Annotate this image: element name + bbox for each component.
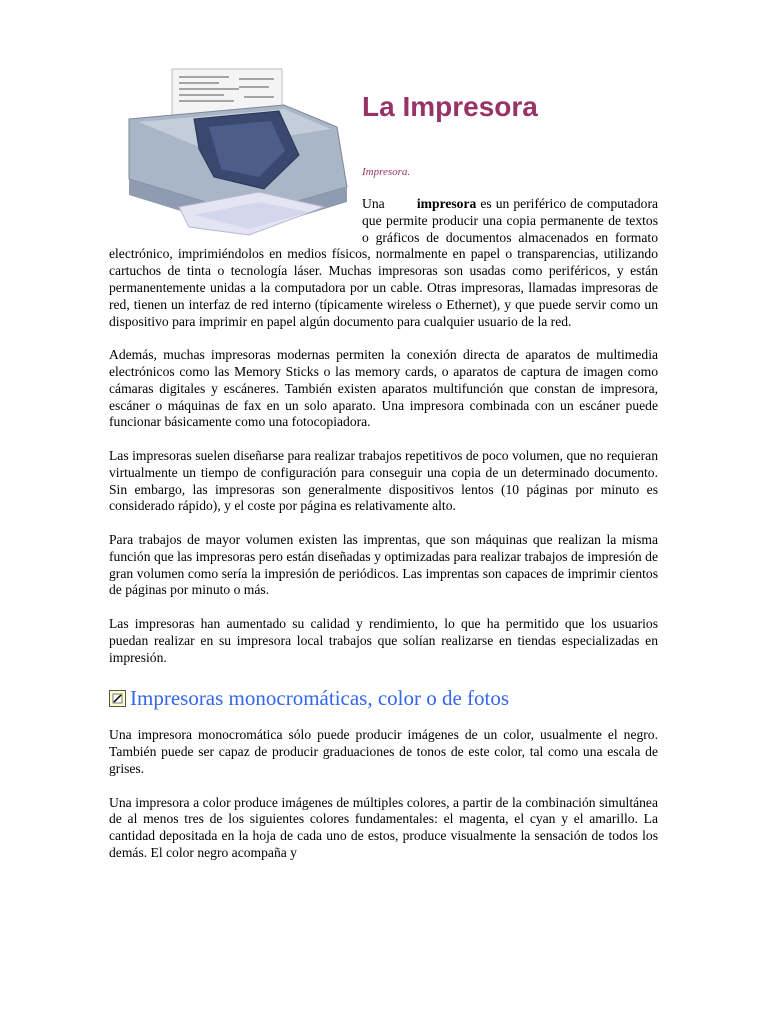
body-paragraph: Las impresoras han aumentado su calidad y rendimiento, lo que ha permitido que los usuarios puedan realizar en su impresora local trabajos que solían realizarse en tiendas especializadas en impresión. <box>109 615 658 665</box>
article-body <box>109 67 658 862</box>
section-title: Impresoras monocromáticas, color o de fotos <box>130 686 510 711</box>
printer-photo-icon <box>109 67 352 241</box>
page-title: La Impresora <box>362 91 538 122</box>
intro-first-word: Una <box>362 196 385 211</box>
intro-bold-term: impresora <box>416 196 477 211</box>
section-paragraph: Una impresora a color produce imágenes de múltiples colores, a partir de la combinación simultánea de al menos tres de los siguientes colores fundamentales: el magenta, el cyan y el amarillo. La cantidad depositada en la hoja de cada uno de estos, produce visualmente la sensación de todos los demás. El color negro acompaña y <box>109 794 658 860</box>
body-paragraph: Además, muchas impresoras modernas permiten la conexión directa de aparatos de multimedia electrónicos como las Memory Sticks o las memory cards, o aparatos de captura de imagen como cámaras digitales y escáneres. También existen aparatos multifunción que constan de impresora, escáner o máquinas de fax en un solo aparato. Una impresora combinada con un escáner puede funcionar básicamente como una fotocopiadora. <box>109 347 658 430</box>
section-paragraph: Una impresora monocromática sólo puede producir imágenes de un color, usualmente el negro. También puede ser capaz de producir graduaciones de tonos de este color, tal como una escala de grises. <box>109 727 658 776</box>
section-heading <box>109 686 658 710</box>
body-paragraph: Para trabajos de mayor volumen existen las imprentas, que son máquinas que realizan la misma función que las impresoras pero están diseñadas y optimizadas para realizar trabajos de impresión de gran volumen como sería la impresión de periódicos. Las imprentas son capaces de imprimir cientos de páginas por minuto o más. <box>109 531 658 598</box>
image-caption: Impresora. <box>362 166 411 178</box>
intro-text: es un periférico de computadora que permite producir una copia permanente de textos o gráficos de documentos almacenados en formato electrónico, imprimiéndolos en medios físicos, normalmente en papel o transparencias, utilizando cartuchos de tinta o tecnología láser. Muchas impresoras son usadas como periféricos, y están permanentemente unidas a la computadora por un cable. Otras impresoras, llamadas impresoras de red, tienen un interfaz de red interno (típicamente wireless o Ethernet), y que puede servir como un dispositivo para imprimir en papel algún documento para cualquier usuario de la red. <box>109 196 659 329</box>
body-paragraph: Las impresoras suelen diseñarse para realizar trabajos repetitivos de poco volumen, que no requieran virtualmente un tiempo de configuración para conseguir una copia de un determinado documento. Sin embargo, las impresoras son generalmente dispositivos lentos (10 páginas por minuto es considerado rápido), y el coste por página es relativamente alto. <box>109 447 658 514</box>
page-edit-icon <box>109 690 126 707</box>
